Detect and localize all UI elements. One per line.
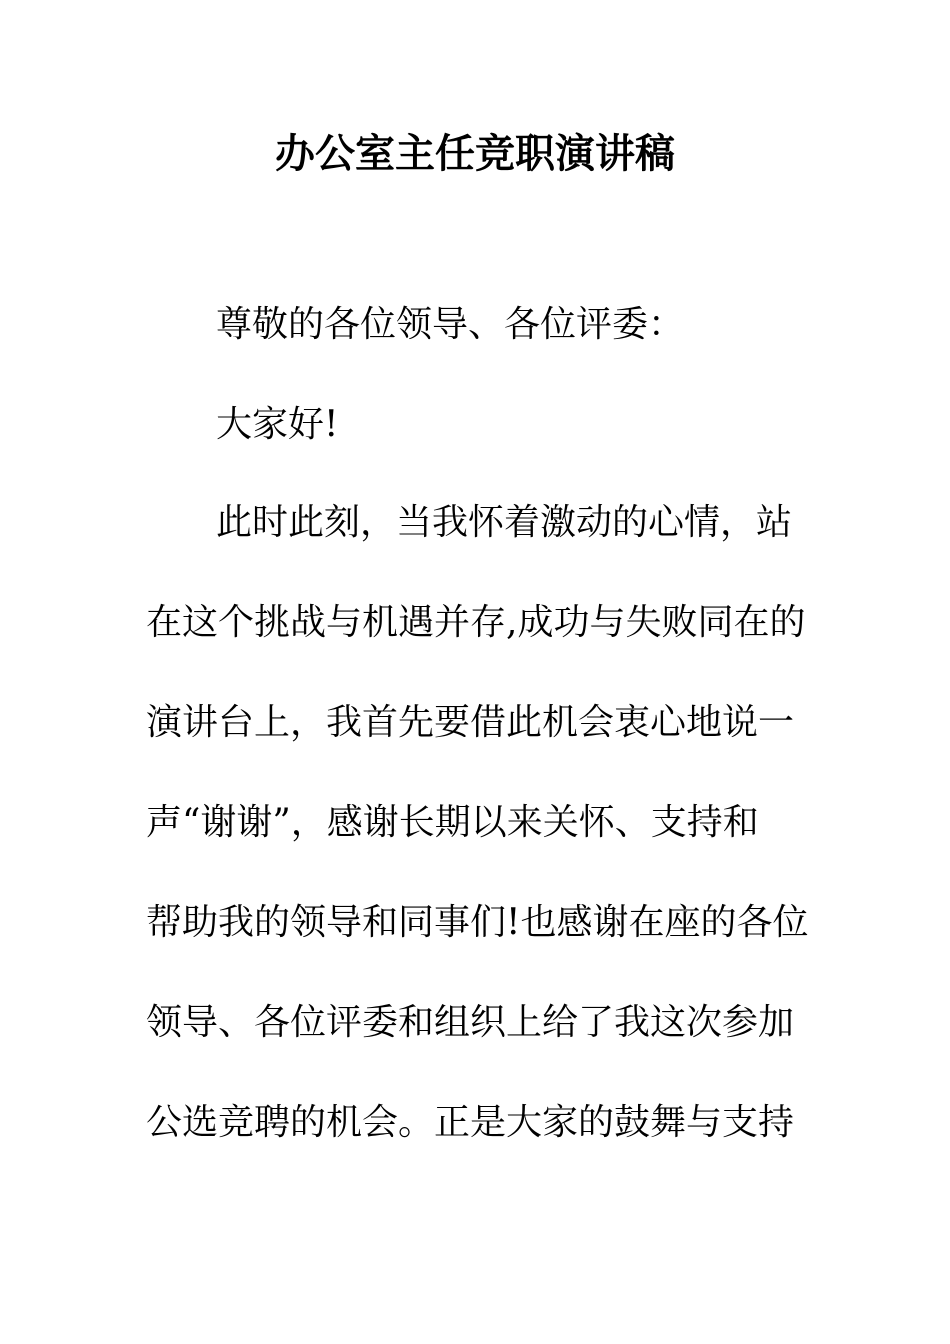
body-text-line: 帮助我的领导和同事们!也感谢在座的各位 [146, 902, 809, 943]
body-text-line: 此时此刻，当我怀着激动的心情，站 [216, 502, 793, 543]
salutation-line: 尊敬的各位领导、各位评委： [216, 304, 685, 345]
body-text-line: 领导、各位评委和组织上给了我这次参加 [146, 1002, 795, 1043]
greeting-line: 大家好! [216, 404, 339, 445]
body-text-line: 在这个挑战与机遇并存,成功与失败同在的 [146, 602, 806, 643]
body-text-line: 声“谢谢”，感谢长期以来关怀、支持和 [146, 802, 759, 843]
body-text-line: 演讲台上，我首先要借此机会衷心地说一 [146, 702, 795, 743]
page-title: 办公室主任竞职演讲稿 [275, 131, 675, 177]
body-text-line: 公选竞聘的机会。正是大家的鼓舞与支持 [146, 1102, 795, 1143]
